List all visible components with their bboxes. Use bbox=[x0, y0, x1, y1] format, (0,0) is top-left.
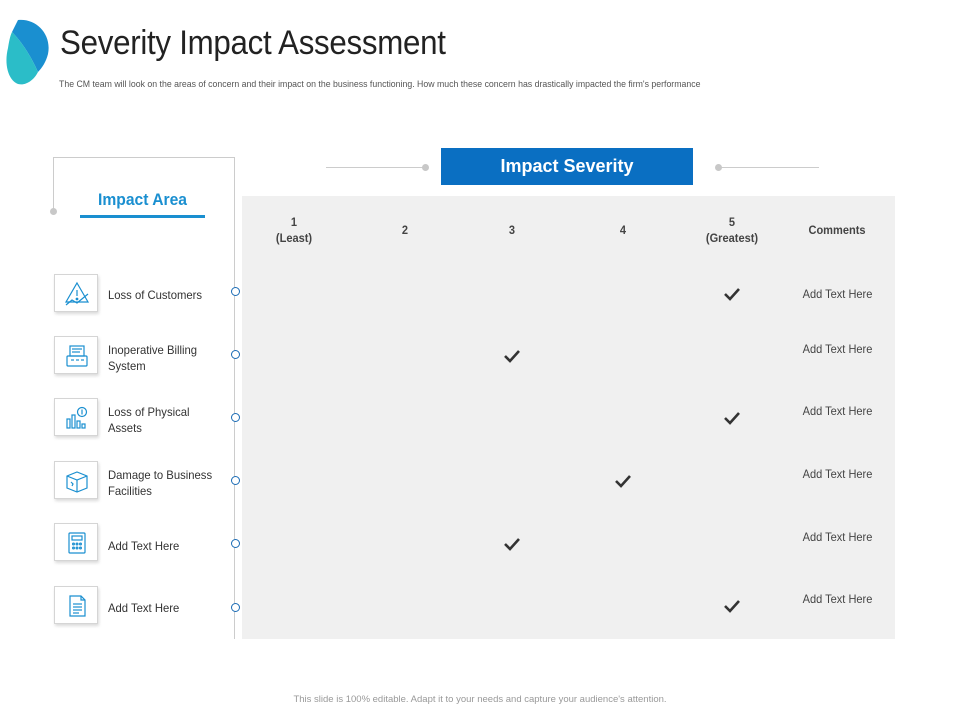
check-icon bbox=[504, 537, 520, 551]
impact-area-header: Impact Area bbox=[98, 190, 187, 209]
asset-loss-chart-icon bbox=[54, 398, 98, 436]
calculator-document-icon bbox=[54, 523, 98, 561]
row-label: Loss of Physical Assets bbox=[108, 405, 190, 435]
column-header-comments: Comments bbox=[808, 223, 866, 237]
brand-logo-icon bbox=[4, 18, 50, 88]
check-icon bbox=[724, 411, 740, 425]
column-header-1-number: 1 bbox=[290, 215, 298, 229]
check-icon bbox=[615, 474, 631, 488]
impact-area-frame-left-line bbox=[53, 157, 54, 211]
column-header-5 bbox=[686, 214, 778, 246]
damaged-box-icon bbox=[54, 461, 98, 499]
row-label: Add Text Here bbox=[108, 539, 180, 553]
column-header-3: 3 bbox=[508, 223, 516, 237]
row-connector-dot bbox=[231, 539, 240, 548]
row-comment: Add Text Here bbox=[802, 530, 873, 544]
row-comment: Add Text Here bbox=[802, 404, 873, 418]
billing-machine-icon bbox=[54, 336, 98, 374]
column-header-5-label: (Greatest) bbox=[705, 231, 759, 245]
severity-header-dot-right bbox=[715, 164, 722, 171]
check-icon bbox=[724, 599, 740, 613]
severity-header-line-left bbox=[326, 167, 426, 168]
page-subtitle: The CM team will look on the areas of concern and their impact on the business functioning. How much these concern has drastically impacted the firm's performance bbox=[59, 79, 701, 90]
severity-header-line-right bbox=[719, 167, 819, 168]
page-title: Severity Impact Assessment bbox=[60, 24, 446, 62]
row-connector-dot bbox=[231, 413, 240, 422]
row-connector-dot bbox=[231, 350, 240, 359]
row-connector-dot bbox=[231, 287, 240, 296]
check-icon bbox=[504, 349, 520, 363]
impact-area-frame-dot bbox=[50, 208, 57, 215]
column-header-1-label: (Least) bbox=[275, 231, 313, 245]
row-connector-dot bbox=[231, 476, 240, 485]
row-comment: Add Text Here bbox=[802, 287, 873, 301]
row-comment: Add Text Here bbox=[802, 467, 873, 481]
check-icon bbox=[724, 287, 740, 301]
row-label: Damage to Business Facilities bbox=[108, 468, 213, 498]
row-label: Add Text Here bbox=[108, 601, 180, 615]
column-header-2: 2 bbox=[401, 223, 409, 237]
column-header-4: 4 bbox=[619, 223, 627, 237]
row-comment: Add Text Here bbox=[802, 342, 873, 356]
row-connector-dot bbox=[231, 603, 240, 612]
row-label: Loss of Customers bbox=[108, 288, 203, 302]
severity-header-dot-left bbox=[422, 164, 429, 171]
document-icon bbox=[54, 586, 98, 624]
column-header-1 bbox=[248, 214, 340, 246]
warning-chart-icon bbox=[54, 274, 98, 312]
row-label: Inoperative Billing System bbox=[108, 343, 198, 373]
impact-area-underline bbox=[80, 215, 205, 218]
column-header-5-number: 5 bbox=[728, 215, 736, 229]
impact-severity-header: Impact Severity bbox=[441, 148, 693, 185]
row-comment: Add Text Here bbox=[802, 592, 873, 606]
footer-note: This slide is 100% editable. Adapt it to your needs and capture your audience's attention. bbox=[293, 694, 667, 705]
